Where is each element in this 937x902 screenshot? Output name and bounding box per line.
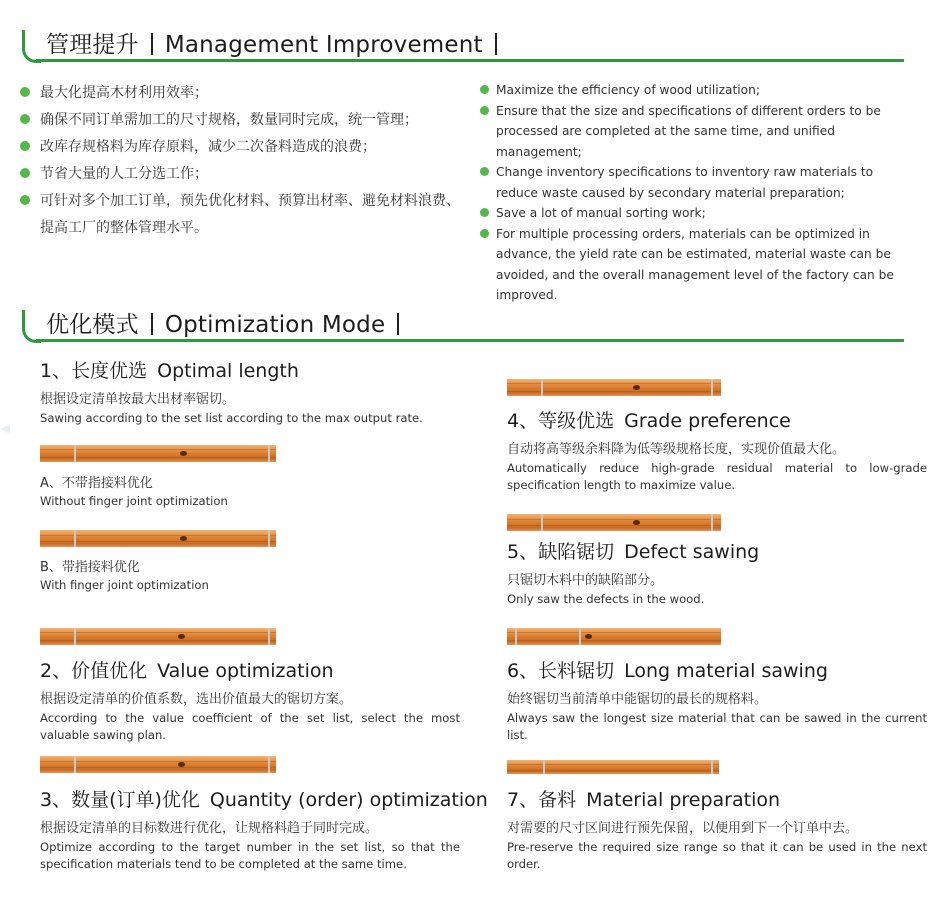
management-en-list: [480, 80, 905, 306]
sub-option-cn: B、带指接料优化: [40, 560, 140, 575]
plank-cut-line: [268, 445, 270, 462]
plank-cut-line: [515, 628, 517, 645]
optimization-title: [46, 306, 411, 339]
mode-desc-cn: 对需要的尺寸区间进行预先保留，以便用到下一个订单中去。: [507, 821, 859, 836]
sub-option-cn: A、不带指接料优化: [40, 476, 153, 491]
section-rule: [36, 339, 904, 342]
mode-desc-en: Automatically reduce high-grade residual material to low-grade specification length to maximize value.: [507, 461, 927, 492]
mode-desc-cn: 根据设定清单的目标数进行优化，让规格料趋于同时完成。: [40, 821, 379, 836]
mode-desc-cn: 根据设定清单按最大出材率锯切。: [40, 392, 236, 407]
mode-title-en: Defect sawing: [624, 541, 760, 563]
wood-plank-image: [40, 756, 276, 773]
mode-heading: [507, 537, 927, 564]
plank-knot: [180, 451, 187, 456]
plank-cut-line: [268, 530, 270, 547]
plank-grain: [507, 519, 721, 520]
mode-desc-en: According to the value coefficient of the set list, select the most valuable sawing plan.: [40, 711, 460, 742]
list-item: [20, 188, 470, 242]
mode-desc-en: Pre-reserve the required size range so that it can be used in the next order.: [507, 840, 927, 871]
mode-title-cn: 缺陷锯切: [538, 541, 615, 563]
list-item-text: Maximize the efficiency of wood utilization;: [496, 83, 760, 97]
bullet-dot-icon: [20, 168, 30, 178]
plank-knot: [178, 762, 185, 767]
mode-number: 1、: [40, 360, 72, 382]
mode-title-en: Value optimization: [157, 660, 334, 682]
mode-number: 3、: [40, 789, 72, 811]
wood-plank-image: [40, 445, 276, 462]
mode-title-cn: 数量(订单)优化: [71, 789, 200, 811]
list-item: [20, 80, 470, 107]
plank-knot: [180, 536, 187, 541]
mode-5: [507, 537, 927, 608]
mode-number: 7、: [507, 789, 539, 811]
list-item-text: Ensure that the size and specifications of different orders to be processed are completed at the same time, and unified management;: [496, 103, 881, 159]
optimization-section-header: [22, 302, 904, 342]
list-item: [20, 134, 470, 161]
plank-cut-line: [268, 628, 270, 645]
plank-cut-line: [74, 445, 76, 462]
plank-cut-line: [579, 628, 581, 645]
bullet-dot-icon: [480, 85, 489, 94]
mode-number: 4、: [507, 410, 539, 432]
sub-option-b: [40, 556, 460, 592]
mode-title-cn: 长度优选: [71, 360, 148, 382]
mode-desc-en: Always saw the longest size material that can be sawed in the current list.: [507, 711, 927, 742]
management-title-cn: 管理提升: [46, 32, 139, 58]
bullet-dot-icon: [480, 229, 489, 238]
list-item-text: 确保不同订单需加工的尺寸规格，数量同时完成，统一管理；: [40, 112, 418, 128]
mode-title-en: Long material sawing: [624, 660, 828, 682]
decorative-arrow-tip: [0, 424, 10, 434]
mode-title-cn: 长料锯切: [538, 660, 615, 682]
plank-knot: [585, 634, 592, 639]
mode-heading: [507, 785, 927, 812]
mode-2: [40, 656, 460, 744]
mode-7: [507, 785, 927, 873]
mode-1: [40, 356, 460, 427]
mode-6: [507, 656, 927, 744]
list-item: [480, 224, 905, 306]
list-item-text: 最大化提高木材利用效率；: [40, 85, 208, 101]
plank-cut-line: [711, 514, 713, 531]
list-item: [480, 162, 905, 203]
plank-grain: [507, 770, 719, 771]
mode-number: 6、: [507, 660, 539, 682]
plank-knot: [633, 385, 640, 390]
wood-plank-image: [40, 530, 276, 547]
title-divider: [495, 33, 497, 55]
wood-plank-image: [507, 760, 719, 774]
sub-option-en: With finger joint optimization: [40, 578, 209, 592]
mode-heading: [40, 656, 460, 683]
optimization-title-en: Optimization Mode: [164, 312, 386, 338]
plank-cut-line: [711, 379, 713, 396]
mode-desc-en: Optimize according to the target number in the set list, so that the specification materials tend to be completed at the same time.: [40, 840, 460, 871]
list-item-text: For multiple processing orders, materials can be optimized in advance, the yield rate can be estimated, material waste can be avoided, and the overall management level of the factory can be improved.: [496, 226, 894, 302]
plank-grain: [507, 383, 721, 384]
mode-title-cn: 备料: [538, 789, 577, 811]
mode-desc-cn: 始终锯切当前清单中能锯切的最长的规格料。: [507, 692, 768, 707]
plank-cut-line: [268, 756, 270, 773]
list-item: [480, 80, 905, 101]
mode-title-cn: 等级优选: [538, 410, 615, 432]
management-cn-list: [20, 80, 470, 242]
sub-option-a: [40, 472, 460, 508]
plank-grain: [507, 764, 719, 765]
management-section-header: [22, 22, 904, 62]
title-divider: [397, 313, 399, 335]
mode-desc-cn: 根据设定清单的价值系数，选出价值最大的锯切方案。: [40, 692, 353, 707]
wood-plank-image: [507, 628, 721, 645]
wood-plank-image: [40, 628, 276, 645]
bullet-dot-icon: [20, 114, 30, 124]
mode-desc-en: Sawing according to the set list according to the max output rate.: [40, 411, 423, 425]
bullet-dot-icon: [20, 141, 30, 151]
management-title-en: Management Improvement: [164, 32, 483, 58]
management-title: [46, 26, 509, 59]
title-divider: [151, 313, 153, 335]
plank-cut-line: [74, 530, 76, 547]
list-item: [20, 161, 470, 188]
mode-number: 5、: [507, 541, 539, 563]
section-rule: [36, 59, 904, 62]
plank-cut-line: [543, 760, 545, 774]
list-item-text: 节省大量的人工分选工作；: [40, 166, 208, 182]
list-item-text: 改库存规格料为库存原料，减少二次备料造成的浪费；: [40, 139, 376, 155]
list-item-text: Change inventory specifications to inventory raw materials to reduce waste caused by secondary material preparation;: [496, 165, 874, 200]
sub-option-en: Without finger joint optimization: [40, 494, 228, 508]
list-item: [480, 203, 905, 224]
bullet-dot-icon: [20, 87, 30, 97]
plank-grain: [507, 391, 721, 392]
plank-grain: [507, 640, 721, 641]
mode-title-en: Quantity (order) optimization: [209, 789, 488, 811]
mode-title-en: Grade preference: [624, 410, 791, 432]
plank-cut-line: [541, 379, 543, 396]
mode-desc-cn: 自动将高等级余料降为低等级规格长度，实现价值最大化。: [507, 442, 846, 457]
mode-3: [40, 785, 488, 873]
list-item-text: 可针对多个加工订单，预先优化材料、预算出材率、避免材料浪费、提高工厂的整体管理水平。: [40, 193, 460, 236]
wood-plank-image: [507, 379, 721, 396]
optimization-title-cn: 优化模式: [46, 312, 139, 338]
plank-cut-line: [541, 514, 543, 531]
bullet-dot-icon: [480, 106, 489, 115]
title-divider: [151, 33, 153, 55]
plank-grain: [507, 525, 721, 526]
mode-title-cn: 价值优化: [71, 660, 148, 682]
list-item: [480, 101, 905, 163]
mode-title-en: Material preparation: [586, 789, 781, 811]
mode-number: 2、: [40, 660, 72, 682]
plank-cut-line: [74, 628, 76, 645]
plank-knot: [633, 520, 640, 525]
mode-title-en: Optimal length: [157, 360, 299, 382]
bullet-dot-icon: [480, 208, 489, 217]
mode-heading: [507, 656, 927, 683]
mode-heading: [40, 785, 488, 812]
mode-4: [507, 406, 927, 494]
mode-heading: [40, 356, 460, 383]
bullet-dot-icon: [20, 195, 30, 205]
plank-cut-line: [711, 760, 713, 774]
mode-desc-en: Only saw the defects in the wood.: [507, 592, 705, 606]
mode-heading: [507, 406, 927, 433]
list-item-text: Save a lot of manual sorting work;: [496, 206, 706, 220]
plank-grain: [507, 632, 721, 633]
plank-knot: [178, 634, 185, 639]
list-item: [20, 107, 470, 134]
wood-plank-image: [507, 514, 721, 531]
mode-desc-cn: 只锯切木料中的缺陷部分。: [507, 573, 664, 588]
plank-cut-line: [74, 756, 76, 773]
bullet-dot-icon: [480, 167, 489, 176]
